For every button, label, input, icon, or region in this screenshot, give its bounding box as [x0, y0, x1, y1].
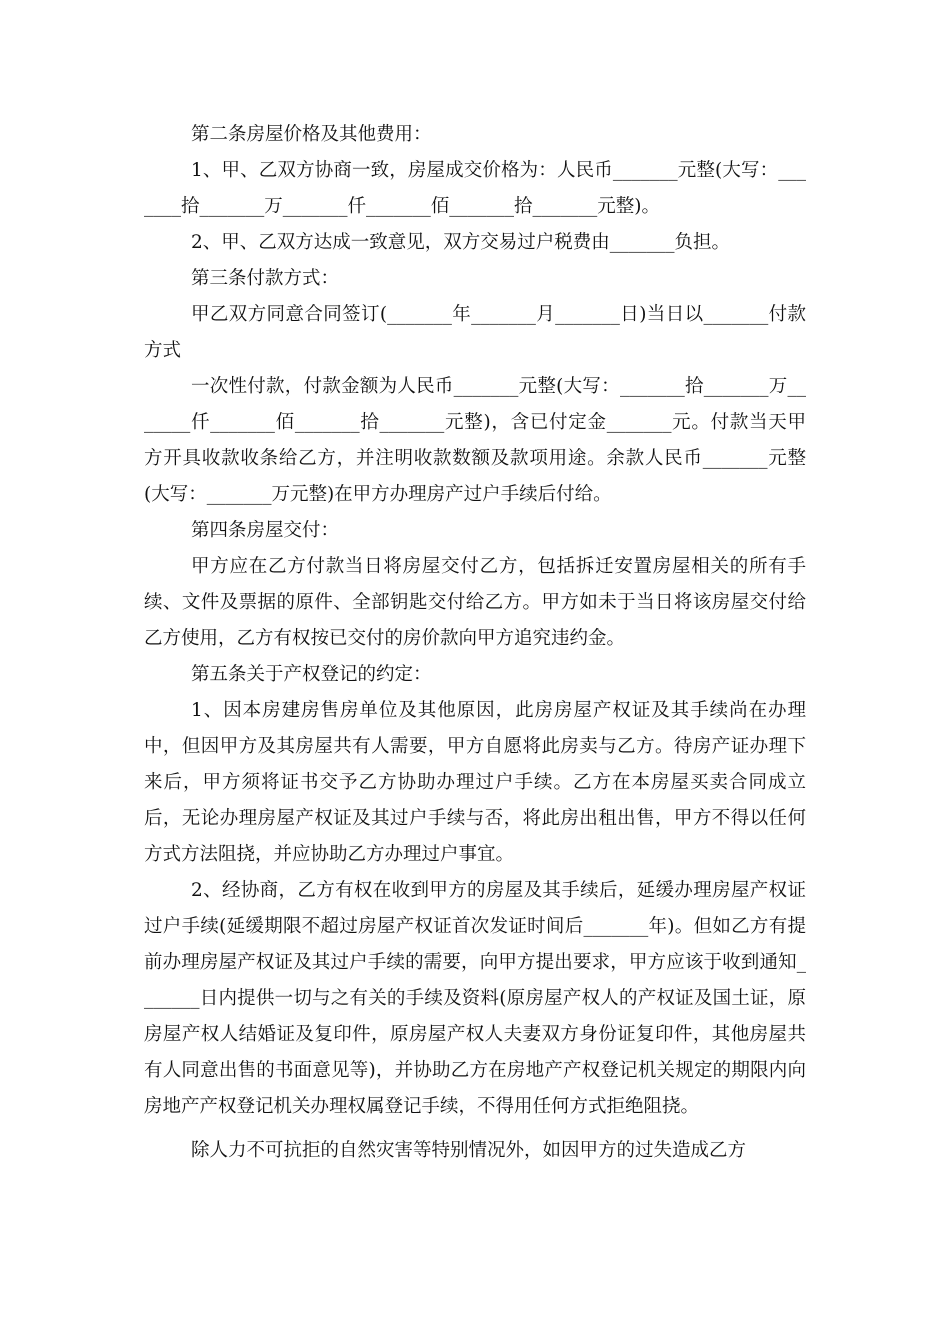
article-3-payment-method: 甲乙双方同意合同签订(_______年_______月_______日)当日以_______付款方式 — [144, 304, 806, 361]
article-2-heading: 第二条房屋价格及其他费用： — [191, 124, 432, 145]
article-5-heading: 第五条关于产权登记的约定： — [191, 664, 432, 685]
article-5-clause-1: 1、因本房建房售房单位及其他原因，此房房屋产权证及其手续尚在办理中，但因甲方及其房屋共有人需要，甲方自愿将此房卖与乙方。待房产证办理下来后，甲方须将证书交予乙方协助办理过户手续。乙方在本房屋买卖合同成立后，无论办理房屋产权证及其过户手续与否，将此房出租出售，甲方不得以任何方式方法阻挠，并应协助乙方办理过户事宜。 — [144, 700, 806, 865]
article-2-clause-2: 2、甲、乙双方达成一致意见，双方交易过户税费由_______负担。 — [191, 232, 731, 253]
article-4-heading: 第四条房屋交付： — [191, 520, 340, 541]
article-3-heading: 第三条付款方式： — [191, 268, 340, 289]
article-3-lump-sum-payment: 一次性付款，付款金额为人民币_______元整(大写：_______拾_______万_______仟_______佰_______拾_______元整)，含已付定金_______元。付款当天甲方开具收款收条给乙方，并注明收款数额及款项用途。余款人民币_______元整(大写：_______万元整)在甲方办理房产过户手续后付给。 — [144, 376, 806, 505]
article-5-clause-2: 2、经协商，乙方有权在收到甲方的房屋及其手续后，延缓办理房屋产权证过户手续(延缓期限不超过房屋产权证首次发证时间后_______年)。但如乙方有提前办理房屋产权证及其过户手续的需要，向甲方提出要求，甲方应该于收到通知_______日内提供一切与之有关的手续及资料(原房屋产权人的产权证及国土证，原房屋产权人结婚证及复印件，原房屋产权人夫妻双方身份证复印件，其他房屋共有人同意出售的书面意见等)，并协助乙方在房地产产权登记机关规定的期限内向房地产产权登记机关办理权属登记手续，不得用任何方式拒绝阻挠。 — [144, 880, 806, 1117]
contract-body — [144, 117, 806, 1169]
article-4-delivery: 甲方应在乙方付款当日将房屋交付乙方，包括拆迁安置房屋相关的所有手续、文件及票据的原件、全部钥匙交付给乙方。甲方如未于当日将该房屋交付给乙方使用，乙方有权按已交付的房价款向甲方追究违约金。 — [144, 556, 806, 649]
article-2-clause-1: 1、甲、乙双方协商一致，房屋成交价格为：人民币_______元整(大写：_______拾_______万_______仟_______佰_______拾_______元整)。 — [144, 160, 806, 217]
force-majeure-paragraph: 除人力不可抗拒的自然灾害等特别情况外，如因甲方的过失造成乙方 — [191, 1140, 747, 1161]
